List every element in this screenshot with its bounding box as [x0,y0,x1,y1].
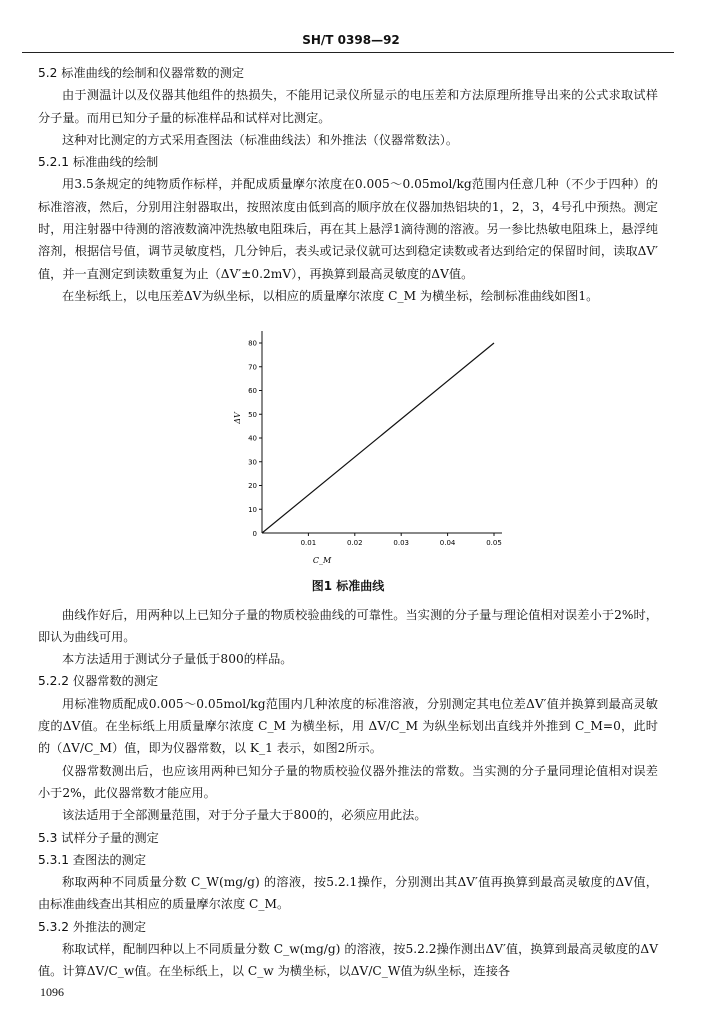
x-tick-label: 0.03 [393,539,409,548]
y-tick-label: 10 [248,506,257,515]
y-tick-label: 30 [248,458,257,467]
section-5-3-heading: 5.3 试样分子量的测定 [38,830,159,845]
header-rule [22,52,674,53]
section-5-2-2-para-2: 仪器常数测出后，也应该用两种已知分子量的物质校验仪器外推法的常数。当实测的分子量同理论值相对误差小于2%，此仪器常数才能应用。 [38,763,658,800]
section-5-2-1-para-1: 用3.5条规定的纯物质作标样，并配成质量摩尔浓度在0.005～0.05mol/kg范围内任意几种（不少于四种）的标准溶液，然后，分别用注射器取出，按照浓度由低到高的顺序放在仪器加热铝块的1，2，3，4号孔中预热。测定时，用注射器中待测的溶液数滴冲洗热敏电阻珠后，再在其上悬浮1滴待测的溶液。另一参比热敏电阻珠上，悬浮纯溶剂，根据信号值，调节灵敏度档，几分钟后，表头或记录仪就可达到稳定读数或者达到给定的保留时间，读取ΔV′值，并一直测定到读数重复为止（ΔV′±0.2mV），再换算到最高灵敏度的ΔV值。 [38,177,658,281]
y-axis-label: ΔV [233,412,242,425]
y-tick-label: 40 [248,434,257,443]
section-5-2-1-para-2: 在坐标纸上，以电压差ΔV为纵坐标，以相应的质量摩尔浓度 C_M 为横坐标，绘制标准曲线如图1。 [62,288,599,303]
section-5-2-2-para-1: 用标准物质配成0.005～0.05mol/kg范围内几种浓度的标准溶液，分别测定其电位差ΔV′值并换算到最高灵敏度的ΔV值。在坐标纸上用质量摩尔浓度 C_M 为横坐标，用 ΔV/C_M 为纵坐标划出直线并外推到 C_M=0，此时的（ΔV/C_M）值，即为仪器常数，以 K_1 表示，如图2所示。 [38,696,658,756]
y-tick-label: 50 [248,411,257,420]
page-body [38,62,658,983]
y-tick-label: 20 [248,482,257,491]
section-5-3-2-para-1: 称取试样，配制四种以上不同质量分数 C_w(mg/g) 的溶液，按5.2.2操作测出ΔV′值，换算到最高灵敏度的ΔV值。计算ΔV/C_w值。在坐标纸上，以 C_w 为横坐标，以ΔV/C_W值为纵坐标，连接各 [38,942,658,979]
after-figure-para-1: 曲线作好后，用两种以上已知分子量的物质校验曲线的可靠性。当实测的分子量与理论值相对误差小于2%时，即认为曲线可用。 [38,607,658,644]
section-5-2-2-para-3: 该法适用于全部测量范围，对于分子量大于800的，必须应用此法。 [62,808,427,823]
y-tick-label: 80 [248,339,257,348]
section-5-2-para-2: 这种对比测定的方式采用查图法（标准曲线法）和外推法（仪器常数法）。 [62,132,459,147]
after-figure-para-2: 本方法适用于测试分子量低于800的样品。 [62,652,293,667]
x-tick-label: 0.05 [486,539,502,548]
section-5-3-1-heading: 5.3.1 查图法的测定 [38,852,147,867]
section-5-3-1-para-1: 称取两种不同质量分数 C_W(mg/g) 的溶液，按5.2.1操作，分别测出其ΔV′值再换算到最高灵敏度的ΔV值，由标准曲线查出其相应的质量摩尔浓度 C_M。 [38,875,658,912]
origin-label: 0 [252,530,257,539]
x-tick-label: 0.02 [347,539,363,548]
page-header: SH/T 0398—92 [302,33,400,47]
x-axis-label: C_M [312,556,332,566]
x-tick-label: 0.04 [439,539,456,548]
figure-1-caption: 图1 标准曲线 [311,579,385,594]
standard-curve-chart [198,313,502,571]
section-5-2-2-heading: 5.2.2 仪器常数的测定 [38,674,159,689]
figure-1 [38,307,658,571]
section-5-3-2-heading: 5.3.2 外推法的测定 [38,919,147,934]
section-5-2-1-heading: 5.2.1 标准曲线的绘制 [38,155,159,170]
section-5-2-para-1: 由于测温计以及仪器其他组件的热损失，不能用记录仪所显示的电压差和方法原理所推导出来的公式求取试样分子量。而用已知分子量的标准样品和试样对比测定。 [38,88,658,125]
series-line [262,343,494,533]
y-tick-label: 70 [248,363,257,372]
x-tick-label: 0.01 [300,539,317,548]
y-tick-label: 60 [248,387,257,396]
section-5-2-heading: 5.2 标准曲线的绘制和仪器常数的测定 [38,66,245,80]
page-number: 1096 [40,985,64,999]
